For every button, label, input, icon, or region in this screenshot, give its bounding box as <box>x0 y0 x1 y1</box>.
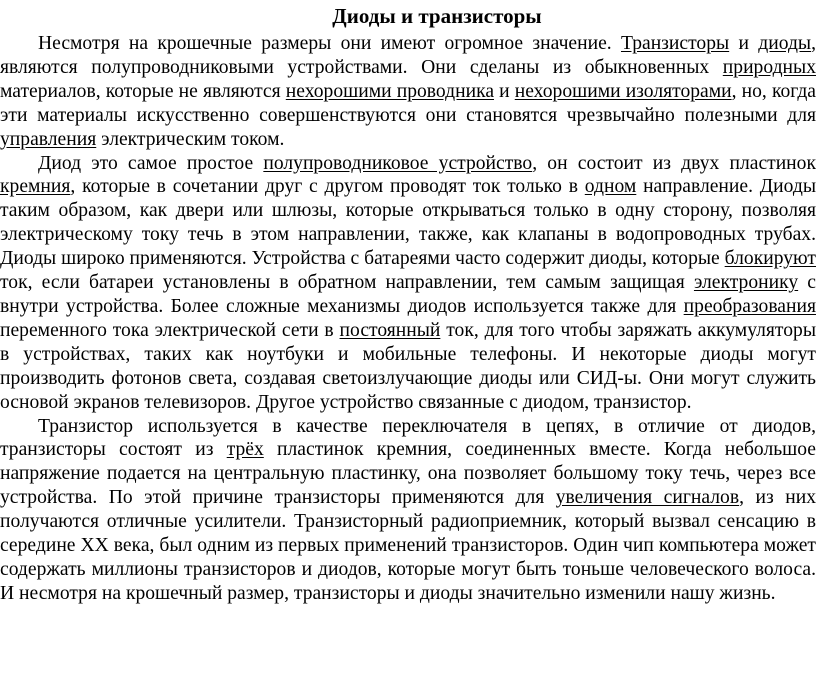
text-run: , из них получаются отличные усилители. Транзисторный радиоприемник, который вызвал сенсацию в середине XX века, был одним из первых применений транзисторов. Один чип компьютера может содержать миллионы транзисторов и диодов, которые могут быть тоньше человеческого волоса. И несмотря на крошечный размер, транзисторы и диоды значительно изменили нашу жизнь. <box>0 487 816 604</box>
underlined-term: электронику <box>693 272 799 294</box>
underlined-term: диоды <box>758 33 812 54</box>
text-run: Несмотря на крошечные размеры они имеют огромное значение. <box>38 33 621 54</box>
paragraph <box>0 415 816 606</box>
text-run: и <box>494 80 515 102</box>
underlined-term: постоянный <box>339 319 441 341</box>
underlined-term: нехорошими изоляторами <box>514 80 732 102</box>
underlined-term: преобразования <box>683 295 816 317</box>
text-run: и <box>729 33 759 54</box>
text-run: , он состоит из двух пластинок <box>532 152 816 174</box>
underlined-term: нехорошими проводника <box>285 80 495 102</box>
underlined-term: увеличения сигналов <box>555 487 740 509</box>
document-title: Диоды и транзисторы <box>332 4 542 28</box>
text-run: материалов, которые не являются <box>0 80 286 102</box>
paragraph <box>0 152 816 415</box>
text-run: , являются полупроводниковыми устройствами. Они сделаны из обыкновенных <box>0 33 816 78</box>
underlined-term: кремния <box>0 176 71 198</box>
paragraph <box>0 32 816 152</box>
underlined-term: одном <box>584 176 637 198</box>
text-run: ток, для того чтобы заряжать аккумуляторы в устройствах, таких как ноутбуки и мобильные телефоны. И некоторые диоды могут производить фотонов света, создавая светоизлучающие диоды или СИД-ы. Они могут служить основой экранов телевизоров. Другое устройство связанные с диодом, транзистор. <box>0 319 816 413</box>
document-page <box>0 2 816 606</box>
text-run: , но, когда эти материалы искусственно совершенствуются они становятся чрезвычайно полезными для <box>0 80 816 126</box>
underlined-term: управления <box>0 128 97 150</box>
text-run: с внутри устройства. Более сложные механизмы диодов используется также для <box>0 272 816 317</box>
text-run: Диод это самое простое <box>38 152 264 174</box>
underlined-term: полупроводниковое устройство <box>263 152 533 174</box>
text-run: пластинок кремния, соединенных вместе. Когда небольшое напряжение подается на центральную пластинку, она позволяет большому току течь, через все устройства. По этой причине транзисторы применяются для <box>0 439 816 509</box>
text-run: направление. Диоды таким образом, как двери или шлюзы, которые открываться только в одну сторону, позволяя электрическому току течь в этом направлении, также, как клапаны в водопроводных трубах. Диоды широко применяются. Устройства с батареями часто содержит диоды, которые <box>0 176 816 270</box>
underlined-term: блокируют <box>724 248 816 270</box>
text-run: , которые в сочетании друг с другом проводят ток только в <box>70 176 585 198</box>
document-body <box>0 32 816 606</box>
text-run: Транзистор используется в качестве переключателя в цепях, в отличие от диодов, транзисторы состоят из <box>0 415 816 461</box>
underlined-term: трёх <box>226 439 264 461</box>
underlined-term: природных <box>722 56 816 78</box>
text-run: ток, если батареи установлены в обратном направлении, тем самым защищая <box>0 272 694 294</box>
text-run: электрическим током. <box>96 128 285 150</box>
text-run: переменного тока электрической сети в <box>0 319 340 341</box>
underlined-term: Транзисторы <box>620 33 730 54</box>
